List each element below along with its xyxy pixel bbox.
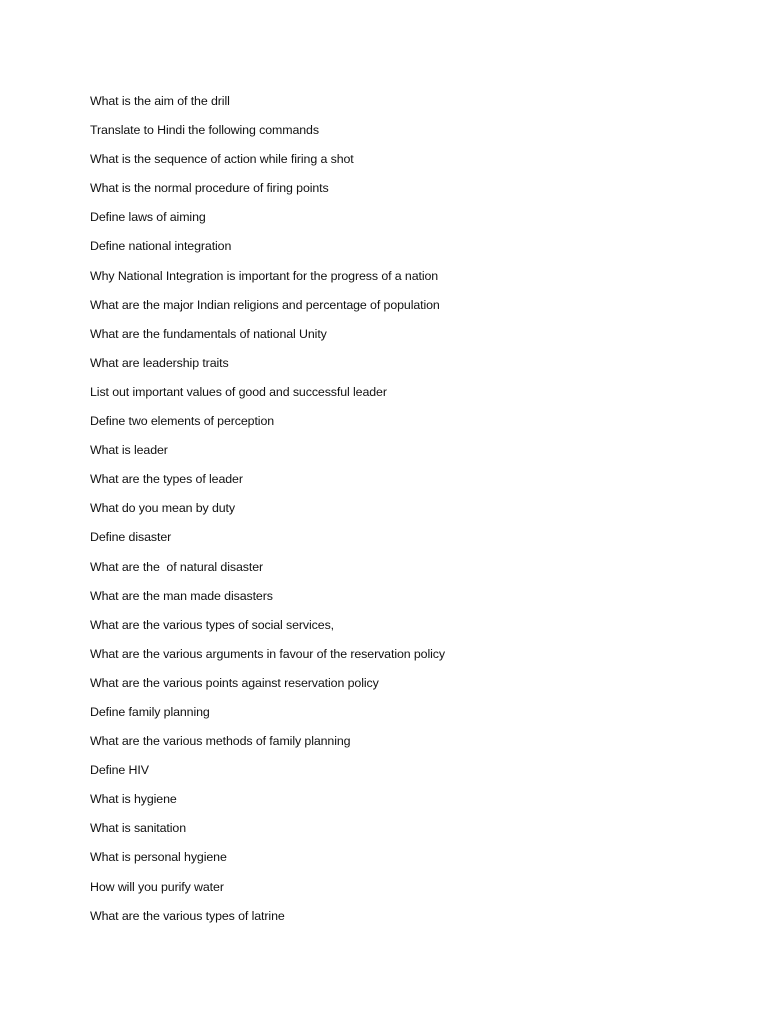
question-item: How will you purify water [90,879,224,894]
question-item: List out important values of good and successful leader [90,384,387,399]
question-item: What are the of natural disaster [90,559,264,574]
question-item: What are the various methods of family planning [90,734,351,749]
question-item: Define laws of aiming [90,210,206,225]
question-item: What are the fundamentals of national Unity [90,326,327,341]
question-list [90,93,730,937]
question-item: What is personal hygiene [90,850,227,865]
question-item: What are the various types of social services, [90,617,335,632]
question-item: Define disaster [90,530,172,545]
question-item: What are the various types of latrine [90,908,285,923]
question-item: What is the aim of the drill [90,94,230,108]
question-item: What is sanitation [90,821,186,836]
question-item: Why National Integration is important for the progress of a nation [90,268,439,283]
question-item: What are the various arguments in favour of the reservation policy [90,646,445,661]
question-item: Define family planning [90,704,210,719]
question-item: What do you mean by duty [90,501,235,516]
question-item: What are the various points against reservation policy [90,675,379,690]
question-item: What are the types of leader [90,472,243,487]
question-item: What is hygiene [90,792,177,807]
question-item: Define two elements of perception [90,414,275,429]
question-item: What is the sequence of action while firing a shot [90,152,354,167]
question-item: What are the major Indian religions and percentage of population [90,297,440,312]
question-item: What are leadership traits [90,355,229,370]
question-item: Define national integration [90,239,232,254]
question-item: What are the man made disasters [90,588,273,603]
question-item: What is leader [90,443,168,458]
question-item: Translate to Hindi the following commands [90,123,319,138]
question-item: Define HIV [90,763,149,778]
question-item: What is the normal procedure of firing points [90,181,329,196]
